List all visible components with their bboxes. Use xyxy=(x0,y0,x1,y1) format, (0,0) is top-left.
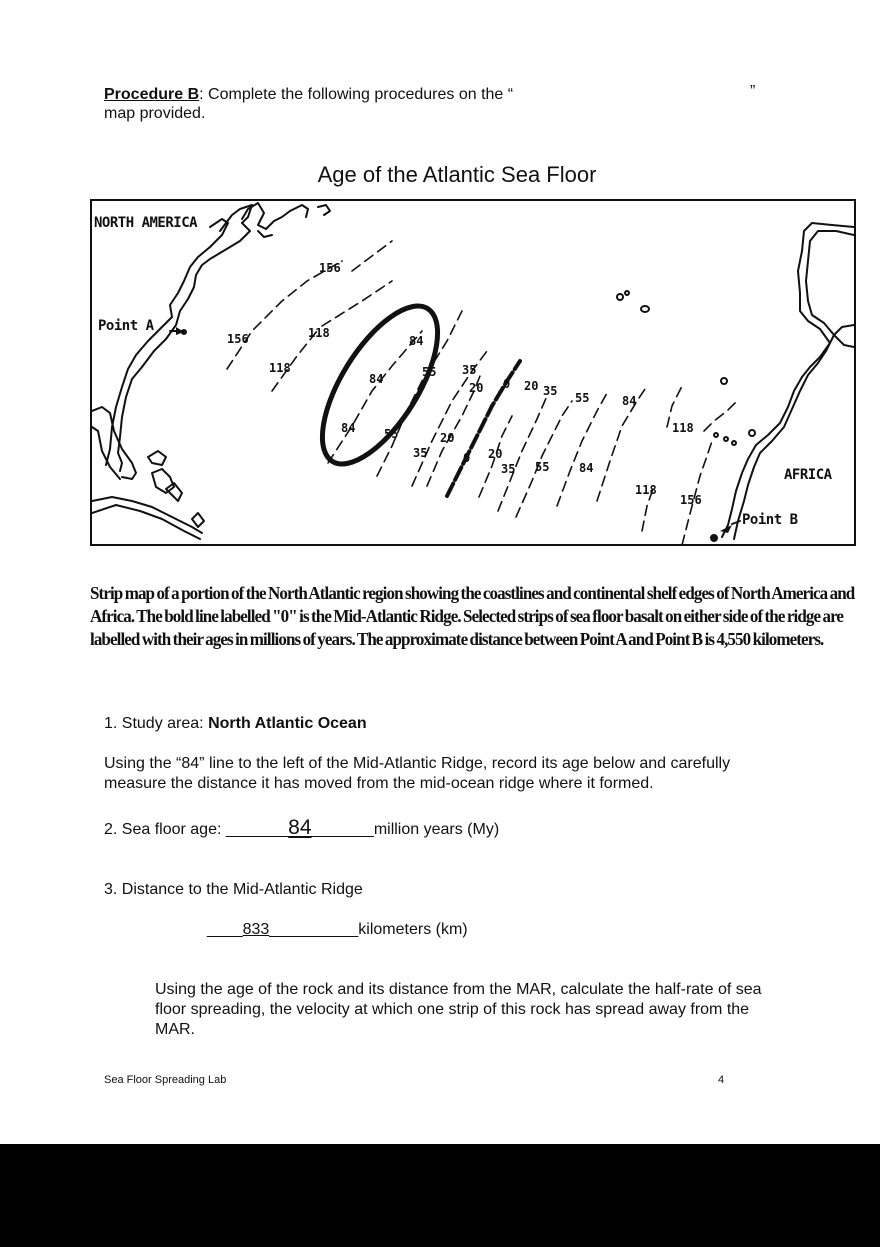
question-2-label: 2. Sea floor age: xyxy=(104,821,226,838)
blank-before: _______ xyxy=(225,821,289,838)
age-label: 156 xyxy=(227,332,249,346)
question-3-unit: kilometers (km) xyxy=(358,921,468,938)
age-label: 0 xyxy=(503,377,511,391)
study-area-value: North Atlantic Ocean xyxy=(208,715,367,732)
age-label: 55 xyxy=(535,460,550,474)
question-2 xyxy=(104,818,499,840)
procedure-b-text-line2: map provided. xyxy=(104,105,206,122)
age-label: 118 xyxy=(308,326,330,340)
age-label: 20 xyxy=(440,431,455,445)
question-3-answer-line xyxy=(207,920,468,940)
age-label: 55 xyxy=(575,391,590,405)
question-2-unit: million years (My) xyxy=(373,821,500,838)
age-label: 55 xyxy=(384,427,399,441)
label-point-b: Point B xyxy=(742,512,798,528)
age-label: 156 xyxy=(319,261,341,275)
age-label: 35 xyxy=(462,363,477,377)
age-label: 35 xyxy=(543,384,558,398)
age-label: 55 xyxy=(422,365,437,379)
footer-title: Sea Floor Spreading Lab xyxy=(104,1074,227,1086)
age-label: 20 xyxy=(469,381,484,395)
age-label: 118 xyxy=(269,361,291,375)
procedure-b-text: : Complete the following procedures on the “ xyxy=(199,86,514,103)
measurement-instruction: Using the “84” line to the left of the Mid-Atlantic Ridge, record its age below and carefully measure the distance it has moved from the mid-ocean ridge where it formed. xyxy=(104,755,731,792)
question-3: 3. Distance to the Mid-Atlantic Ridge xyxy=(104,881,363,898)
question-1-label: 1. Study area: xyxy=(104,715,209,732)
procedure-close-quote: ” xyxy=(750,83,756,100)
map-title: Age of the Atlantic Sea Floor xyxy=(317,162,597,187)
age-label: 84 xyxy=(341,421,356,435)
viewer-background xyxy=(0,1144,880,1247)
age-label: 20 xyxy=(524,379,539,393)
map-caption: Strip map of a portion of the North Atlantic region showing the coastlines and continental shelf edges of North America and Africa. The bold line labelled "0" is the Mid-Atlantic Ridge. Selected strips of sea floor basalt on either side of the ridge are labelled with their ages in millions of years. The approximate distance between Point A and Point B is 4,550 kilometers. xyxy=(90,583,855,650)
question-1 xyxy=(104,714,367,734)
procedure-b-label: Procedure B xyxy=(104,86,200,103)
age-label: 84 xyxy=(409,334,424,348)
age-label: 35 xyxy=(501,462,516,476)
age-label: 0 xyxy=(463,451,471,465)
distance-answer[interactable]: 833 xyxy=(242,921,270,938)
age-label: 84 xyxy=(622,394,637,408)
age-label: 118 xyxy=(672,421,694,435)
atlantic-sea-floor-map xyxy=(90,199,856,546)
age-label: 35 xyxy=(413,446,428,460)
half-rate-instruction: Using the age of the rock and its distance from the MAR, calculate the half-rate of sea floor spreading, the velocity at which one strip of this rock has spread away from the MAR. xyxy=(155,981,762,1038)
label-africa: AFRICA xyxy=(784,467,832,483)
age-label: 156 xyxy=(680,493,702,507)
procedure-b-instruction xyxy=(104,85,764,105)
age-label: 84 xyxy=(579,461,594,475)
sea-floor-age-answer[interactable]: 84 xyxy=(288,816,312,839)
label-point-a: Point A xyxy=(98,318,154,334)
blank-before: ____ xyxy=(207,921,243,938)
age-label: 20 xyxy=(488,447,503,461)
age-label: 118 xyxy=(635,483,657,497)
blank-after: __________ xyxy=(269,921,359,938)
age-label: 84 xyxy=(369,372,384,386)
blank-after: _______ xyxy=(311,821,374,838)
label-north-america: NORTH AMERICA xyxy=(94,215,198,231)
page-number: 4 xyxy=(718,1074,725,1086)
